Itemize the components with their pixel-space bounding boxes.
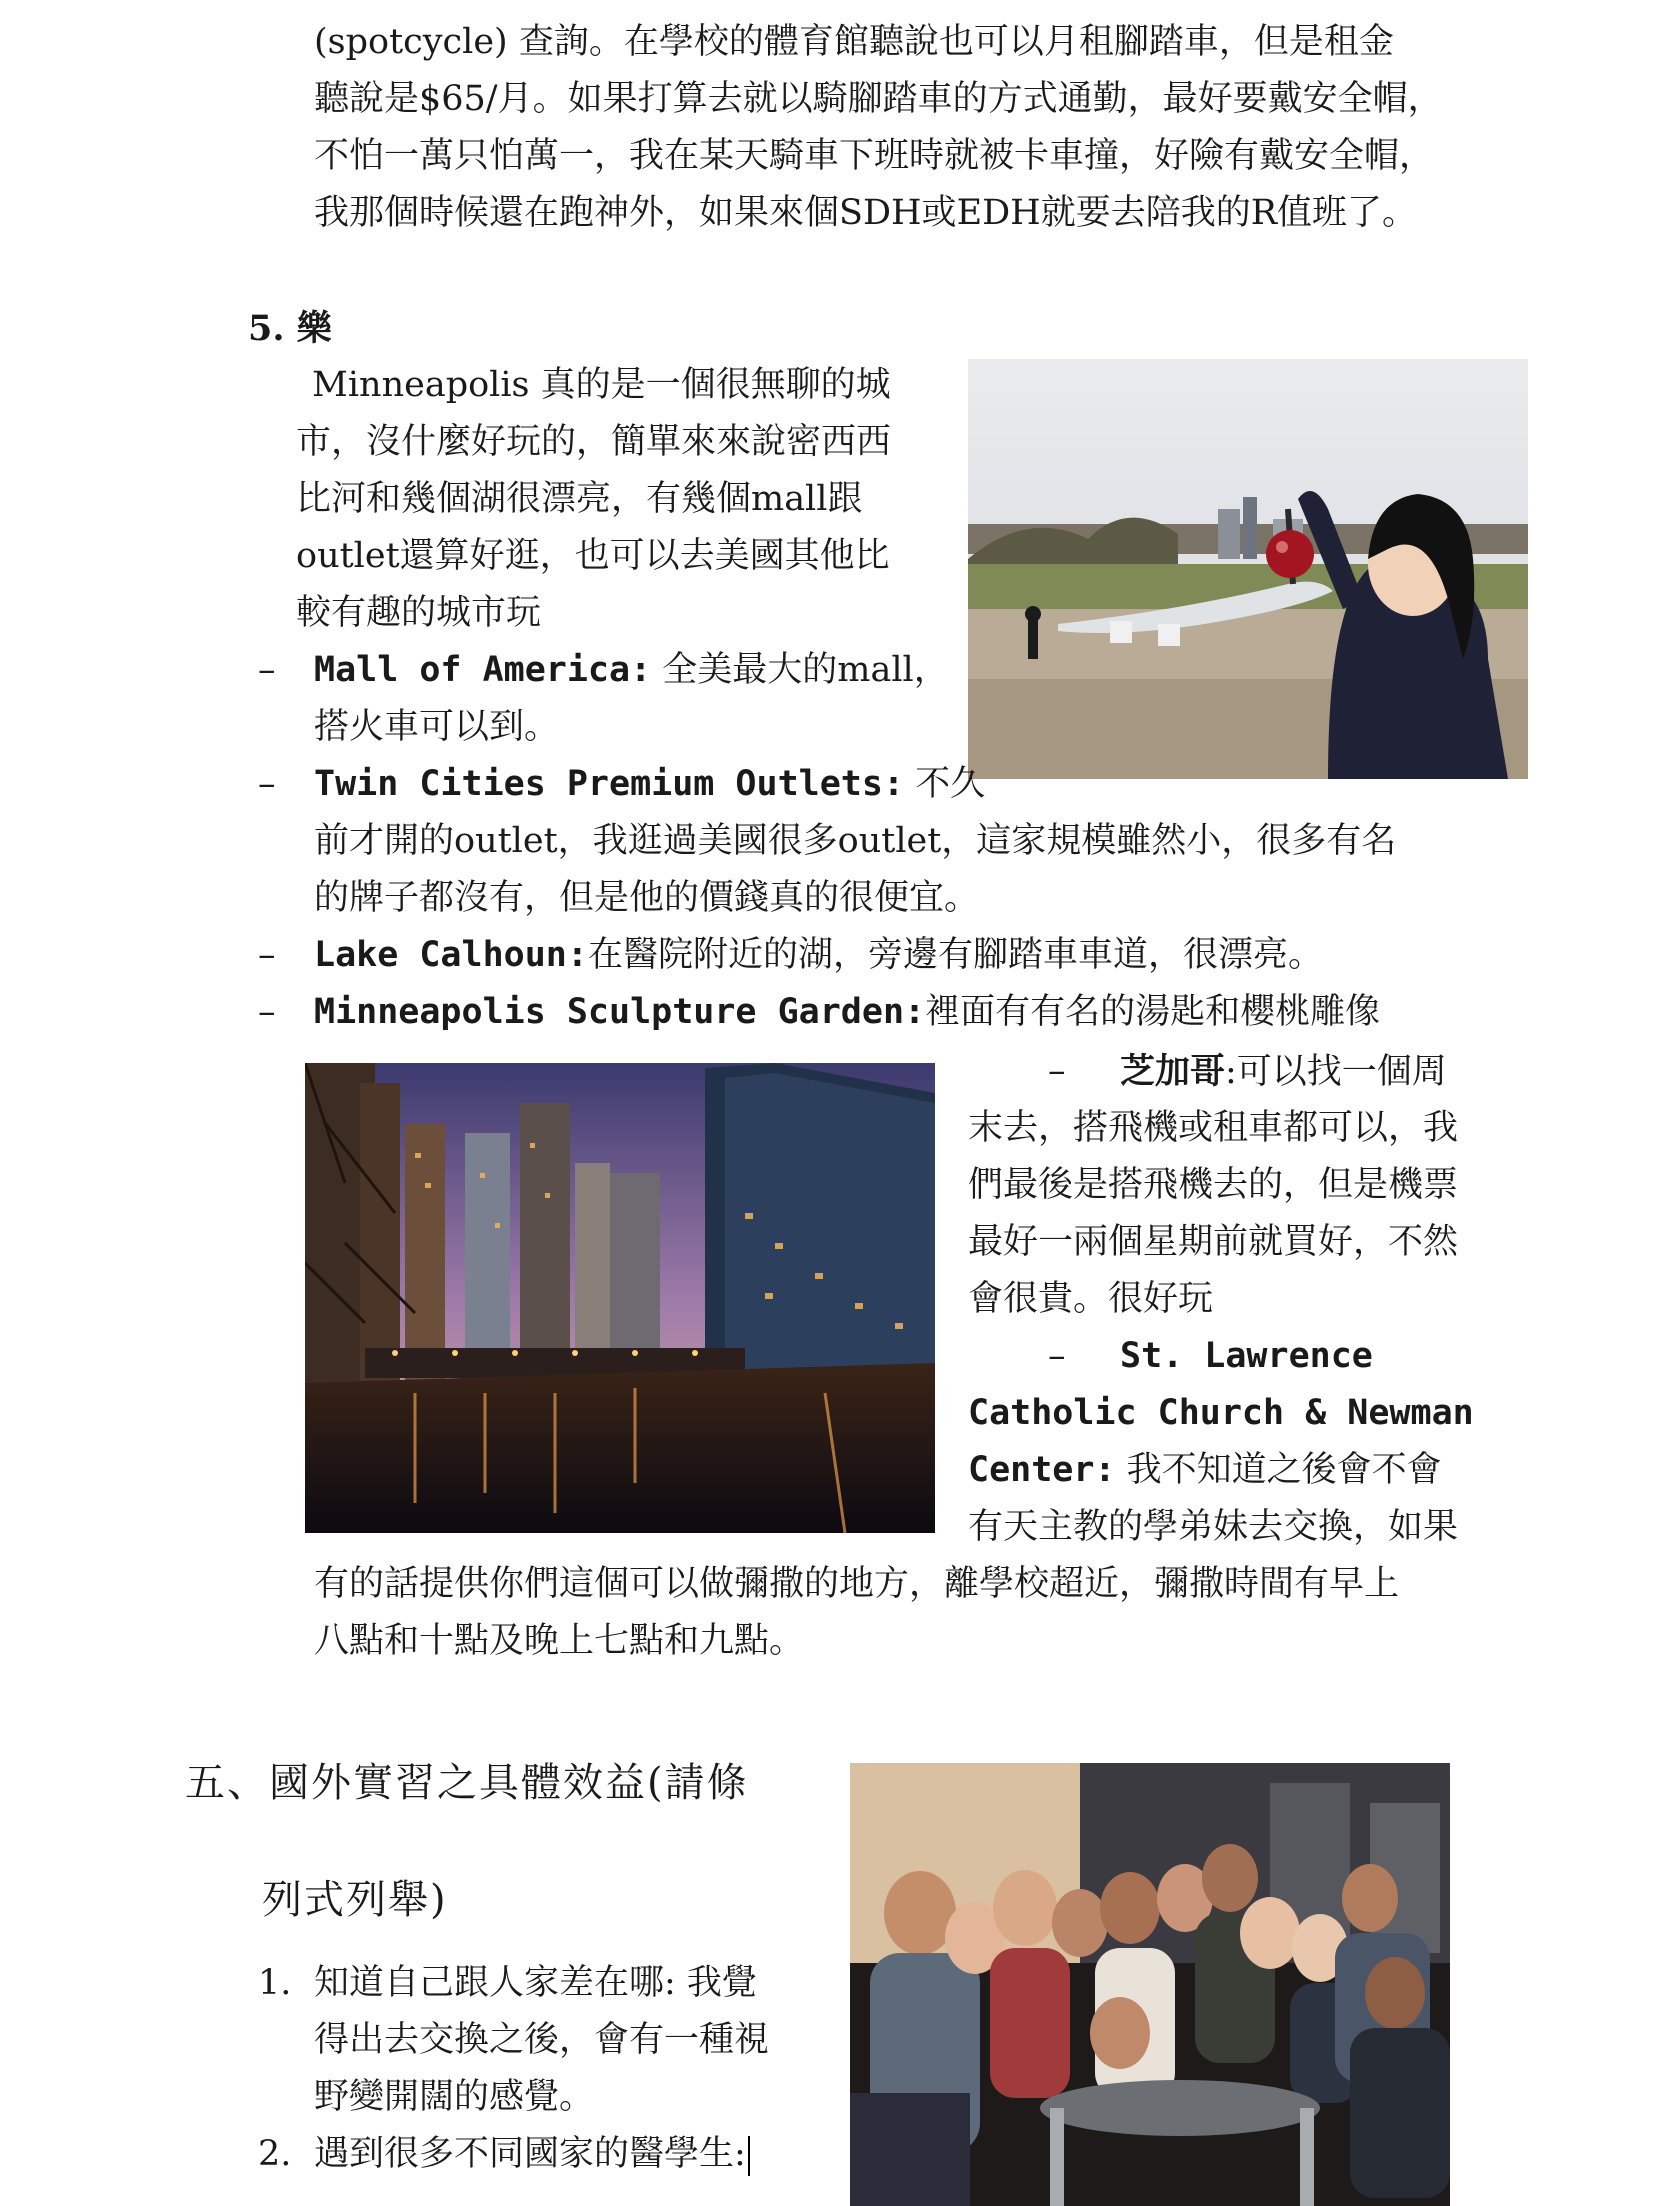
item-name: Mall of America: — [314, 650, 652, 690]
item-text: 裡面有有名的湯匙和櫻桃雕像 — [925, 992, 1381, 1032]
item-text: 最好一兩個星期前就買好，不然 — [968, 1222, 1459, 1262]
item-text: 末去，搭飛機或租車都可以，我 — [968, 1108, 1459, 1148]
church-name-line: St. Lawrence — [1120, 1336, 1373, 1376]
chicago-river-photo — [305, 1063, 935, 1533]
section-five-heading: 五、國外實習之具體效益(請條 — [185, 1760, 749, 1806]
intro-line: 聽說是$65/月。如果打算去就以騎腳踏車的方式通勤，最好要戴安全帽， — [314, 79, 1443, 119]
twin-cities-outlets-item — [314, 756, 985, 813]
item-name: Twin Cities Premium Outlets: — [314, 764, 905, 804]
sculpture-garden-photo — [968, 359, 1528, 779]
para-line: Minneapolis 真的是一個很無聊的城 — [312, 365, 891, 405]
item-name: Minneapolis Sculpture Garden: — [314, 992, 926, 1032]
item-text: 全美最大的mall， — [651, 650, 949, 690]
intro-line: 我那個時候還在跑神外，如果來個SDH或EDH就要去陪我的R值班了。 — [314, 193, 1418, 233]
list-number: 1. — [258, 1963, 292, 2003]
section-5-heading: 5. 樂 — [248, 308, 332, 349]
item-text: 不久 — [904, 764, 986, 804]
para-line: 比河和幾個湖很漂亮，有幾個mall跟 — [296, 479, 863, 519]
bullet-dash: – — [258, 764, 276, 804]
intro-line: 不怕一萬只怕萬一，我在某天騎車下班時就被卡車撞，好險有戴安全帽， — [314, 136, 1435, 176]
intro-line: (spotcycle) 查詢。在學校的體育館聽說也可以月租腳踏車，但是租金 — [314, 22, 1394, 62]
sculpture-garden-item — [314, 984, 1380, 1041]
text-cursor — [748, 2136, 750, 2176]
church-item — [968, 1442, 1442, 1499]
mall-of-america-item — [314, 642, 949, 699]
list-item-text: 得出去交換之後，會有一種視 — [314, 2020, 770, 2060]
bullet-dash: – — [258, 650, 276, 690]
para-line: outlet還算好逛，也可以去美國其他比 — [296, 536, 890, 576]
item-text: 有天主教的學弟妹去交換，如果 — [968, 1507, 1459, 1547]
item-text: 在醫院附近的湖，旁邊有腳踏車車道，很漂亮。 — [587, 935, 1323, 975]
church-name-line: Catholic Church & Newman — [968, 1393, 1474, 1433]
item-text: 們最後是搭飛機去的，但是機票 — [968, 1165, 1459, 1205]
bullet-dash: – — [1048, 1336, 1066, 1376]
para-line: 較有趣的城市玩 — [296, 593, 542, 633]
bullet-dash: – — [258, 992, 276, 1032]
item-text: 搭火車可以到。 — [314, 707, 560, 747]
list-item-text: 野變開闊的感覺。 — [314, 2077, 595, 2117]
item-text: 八點和十點及晚上七點和九點。 — [314, 1621, 805, 1661]
chicago-item — [1120, 1043, 1447, 1101]
group-photo — [850, 1763, 1450, 2206]
list-number: 2. — [258, 2134, 292, 2174]
section-five-heading-cont: 列式列舉) — [262, 1877, 448, 1923]
item-name: 芝加哥 — [1120, 1051, 1226, 1092]
bullet-dash: – — [258, 935, 276, 975]
item-text: 會很貴。很好玩 — [968, 1279, 1214, 1319]
list-item-line[interactable] — [314, 2126, 750, 2183]
item-text: 的牌子都沒有，但是他的價錢真的很便宜。 — [314, 878, 980, 918]
item-text: :可以找一個周 — [1225, 1052, 1447, 1092]
list-item-text: 遇到很多不同國家的醫學生: — [314, 2134, 746, 2174]
item-text: 前才開的outlet，我逛過美國很多outlet，這家規模雖然小，很多有名 — [314, 821, 1397, 861]
bullet-dash: – — [1048, 1051, 1066, 1091]
lake-calhoun-item — [314, 927, 1323, 984]
item-name: Lake Calhoun: — [314, 935, 588, 975]
item-text: 有的話提供你們這個可以做彌撒的地方，離學校超近，彌撒時間有早上 — [314, 1564, 1400, 1604]
church-name-line: Center: — [968, 1450, 1116, 1490]
list-item-text: 知道自己跟人家差在哪: 我覺 — [314, 1963, 757, 2003]
item-text: 我不知道之後會不會 — [1115, 1450, 1442, 1490]
para-line: 市，沒什麼好玩的，簡單來來說密西西 — [296, 422, 892, 462]
